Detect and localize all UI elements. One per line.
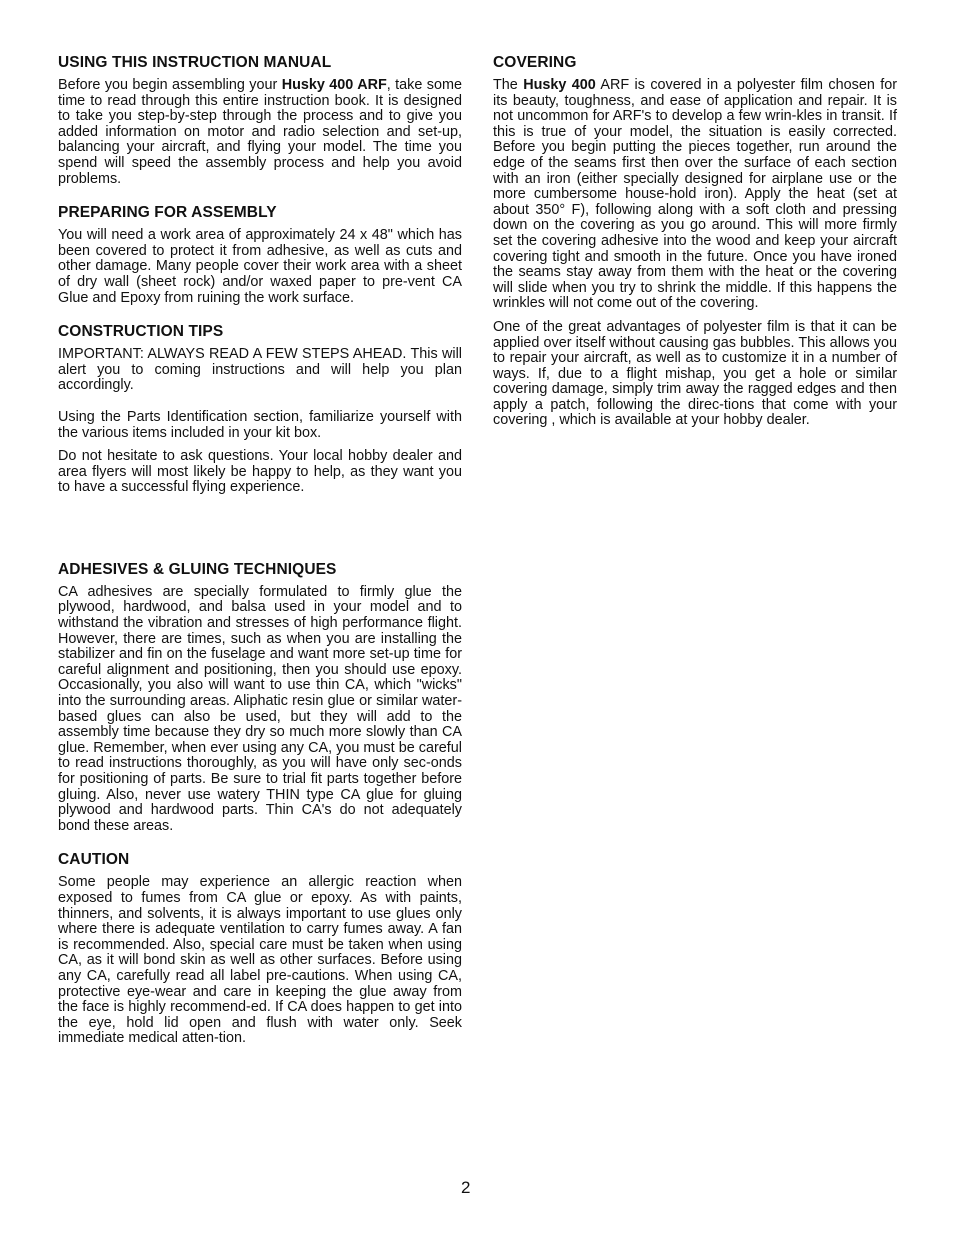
paragraph-text: Before you begin assembling your	[58, 77, 282, 93]
section-heading: CONSTRUCTION TIPS	[58, 323, 224, 341]
paragraph: IMPORTANT: ALWAYS READ A FEW STEPS AHEAD. This will alert you to coming instructions and will help you plan accordingly.	[58, 346, 462, 394]
paragraph: One of the great advantages of polyester film is that it can be applied over itself without causing gas bubbles. This allows you to repair your aircraft, as well as to customize it in a number of ways. If, due to a flight mishap, you get a hole or similar covering damage, simply trim away the ragged edges and then apply a patch, following the direc-tions that come with your covering , which is available at your hobby dealer.	[493, 318, 897, 429]
product-name: Husky 400	[523, 77, 596, 93]
page-number: 2	[461, 1178, 471, 1197]
section-adhesives	[58, 561, 462, 835]
right-column	[493, 54, 897, 446]
paragraph: Using the Parts Identification section, familiarize yourself with the various items included in your kit box.	[58, 408, 462, 441]
paragraph: Some people may experience an allergic reaction when exposed to fumes from CA glue or epoxy. As with paints, thinners, and solvents, it is always important to use glues only where there is adequate ventilation to carry fumes away. A fan is recommended. Also, special care must be taken when using CA, as it will bond skin as well as other surfaces. Before using any CA, carefully read all label pre-cautions. When using CA, protective eye-wear and care in keeping the glue away from the face is highly recommend-ed. If CA does happen to get into the eye, hold lid open and flush with water only. Seek immediate medical atten-tion.	[58, 874, 462, 1047]
section-heading: CAUTION	[58, 851, 130, 869]
section-using-manual	[58, 54, 462, 187]
blank-space	[58, 513, 462, 561]
paragraph: Do not hesitate to ask questions. Your local hobby dealer and area flyers will most likely be happy to help, as they want you to have a successful flying experience.	[58, 448, 462, 496]
section-heading: ADHESIVES & GLUING TECHNIQUES	[58, 560, 337, 578]
section-covering	[493, 54, 897, 429]
paragraph-text: ARF is covered in a polyester film chosen for its beauty, toughness, and ease of application and repair. It is not uncommon for ARF's to develop a few wrin-kles in transit. If this is true of your model, the situation is easily corrected. Before you begin putting the pieces together, run around the edge of the seams first then over the surface of each section with an iron (either specially designed for airplane use or the more cumbersome house-hold iron). Apply the heat (set at about 350° F), following along with a soft cloth and pressing down on the covering as you go around. This will more firmly set the covering adhesive into the wood and keep your aircraft covering tight and smooth in the future. Once you have ironed the seams stay away from them with the heat or the covering will slide when you try to shrink the middle. If this happens the wrinkles will not come out of the covering.	[493, 77, 898, 312]
paragraph: CA adhesives are specially formulated to firmly glue the plywood, hardwood, and balsa used in your model and to withstand the vibration and stresses of high performance flight. However, there are times, such as when you are installing the stabilizer and fin on the fuselage and want more set-up time for careful alignment and positioning, then you should use epoxy. Occasionally, you also will want to use thin CA, which "wicks" into the surrounding areas. Aliphatic resin glue or similar water-based glues can also be used, but they will add to the assembly time because they dry so much more slowly than CA glue. Remember, when ever using any CA, you must be careful to read instructions thoroughly, as you will have only sec-onds for positioning of parts. Be sure to trial fit parts together before gluing. Also, never use watery THIN type CA glue for gluing plywood and hardwood parts. Thin CA's do not adequately bond these areas.	[58, 583, 462, 834]
paragraph	[493, 78, 897, 312]
section-heading: COVERING	[493, 54, 577, 71]
paragraph: You will need a work area of approximately 24 x 48" which has been covered to protect it from adhesive, as well as cuts and other damage. Many people cover their work area with a sheet of dry wall (sheet rock) and/or waxed paper to pre-vent CA Glue and Epoxy from ruining the work surface.	[58, 227, 462, 306]
left-column	[58, 54, 462, 1064]
paragraph	[58, 78, 462, 187]
section-heading: USING THIS INSTRUCTION MANUAL	[58, 54, 332, 71]
section-construction-tips	[58, 323, 462, 496]
paragraph-text: , take some time to read through this entire instruction book. It is designed to take you step-by-step through the process and to give you added information on motor and radio selection and set-up, balancing your aircraft, and flying your model. The time you spend will speed the assembly process and help you avoid problems.	[58, 77, 462, 187]
section-caution	[58, 851, 462, 1047]
paragraph-text: The	[493, 77, 524, 93]
product-name: Husky 400 ARF	[281, 77, 387, 93]
section-heading: PREPARING FOR ASSEMBLY	[58, 204, 277, 222]
section-preparing	[58, 204, 462, 306]
